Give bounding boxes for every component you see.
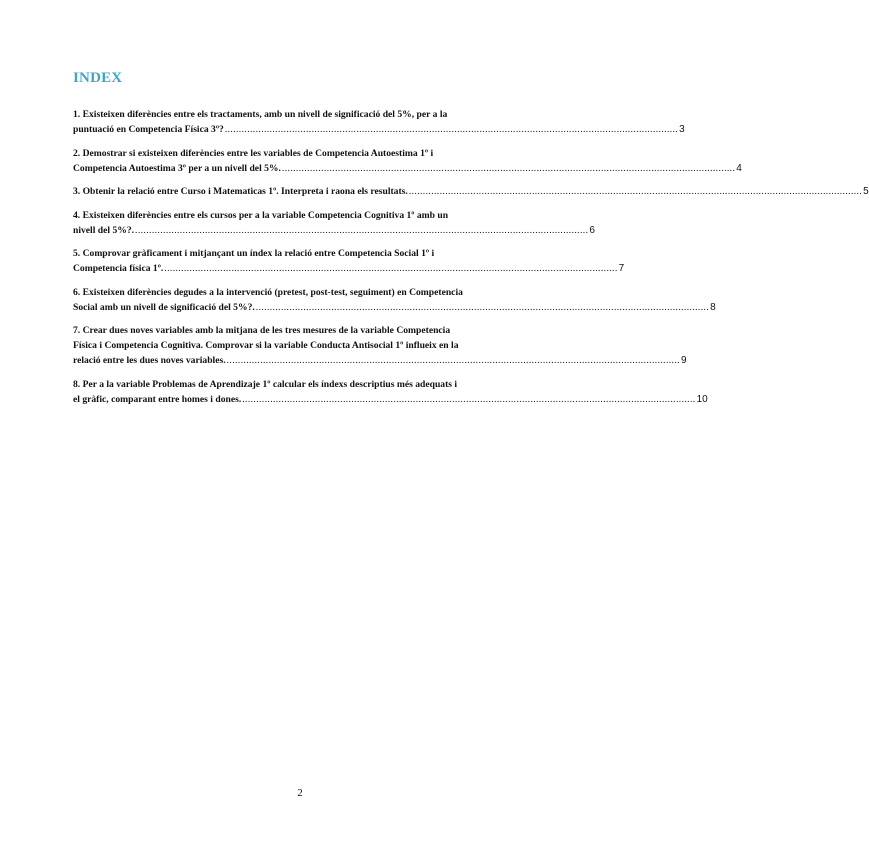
dot-leader: .................................................................................................................................................................. [135, 224, 589, 236]
dot-leader: .................................................................................................................................................................. [226, 355, 680, 366]
page-number: 2 [297, 787, 303, 799]
toc-entry-text: 6. Existeixen diferències degudes a la intervenció (pretest, post-test, seguiment) en Competencia [73, 286, 463, 298]
dot-leader: .................................................................................................................................................................. [255, 301, 710, 313]
toc-entry-text: 3. Obtenir la relació entre Curso i Matematicas 1º. Interpreta i raona els resultats. [73, 186, 408, 197]
toc-page-number: 5 [863, 186, 869, 197]
toc-page-number: 9 [680, 355, 687, 366]
toc-page-number: 3 [679, 124, 685, 135]
toc-entry-text: Competencia Autoestima 3º per a un nivell del 5%. [73, 162, 281, 174]
dot-leader: .................................................................................................................................................................. [242, 393, 696, 405]
toc-entry-4[interactable] [73, 208, 595, 238]
toc-entry-text: el gràfic, comparant entre homes i dones. [73, 393, 242, 405]
toc-page-number: 4 [736, 162, 742, 174]
toc-entry-text: nivell del 5%?. [73, 224, 135, 236]
toc-entry-text: Social amb un nivell de significació del 5%?. [73, 301, 255, 313]
toc-entry-text: 7. Crear dues noves variables amb la mitjana de les tres mesures de la variable Competencia [73, 325, 451, 336]
toc-title: INDEX [73, 70, 123, 86]
toc-entry-3[interactable] [73, 184, 869, 199]
toc-entry-5[interactable] [73, 246, 625, 276]
toc-entry-text: Física i Competencia Cognitiva. Comprovar si la variable Conducta Antisocial 1º influeix en la [73, 340, 459, 351]
toc-entry-1[interactable] [73, 107, 685, 137]
dot-leader: .................................................................................................................................................................. [224, 124, 679, 135]
toc-entry-2[interactable] [73, 146, 742, 176]
toc-entry-7[interactable] [73, 323, 687, 368]
toc-page-number: 6 [589, 224, 595, 236]
toc-page-number: 10 [696, 393, 708, 405]
toc-entry-text: 5. Comprovar gràficament i mitjançant un índex la relació entre Competencia Social 1º i [73, 248, 435, 259]
toc-page-number: 7 [618, 263, 625, 274]
toc-entry-8[interactable] [73, 377, 708, 407]
toc-entry-text: Competencia física 1º. [73, 263, 164, 274]
toc-entry-text: 1. Existeixen diferències entre els tractaments, amb un nivell de significació del 5%, per a la [73, 109, 448, 120]
toc-entry-text: 4. Existeixen diferències entre els cursos per a la variable Competencia Cognitiva 1º amb un [73, 209, 449, 221]
toc-page-number: 8 [710, 301, 716, 313]
table-of-contents [73, 107, 869, 415]
toc-entry-text: 2. Demostrar si existeixen diferències entre les variables de Competencia Autoestima 1º i [73, 147, 434, 159]
dot-leader: .................................................................................................................................................................. [164, 263, 618, 274]
dot-leader: .................................................................................................................................................................. [408, 186, 863, 197]
dot-leader: .................................................................................................................................................................. [281, 162, 736, 174]
toc-entry-text: relació entre les dues noves variables. [73, 355, 226, 366]
toc-entry-6[interactable] [73, 285, 716, 315]
toc-entry-text: 8. Per a la variable Problemas de Aprendizaje 1º calcular els índexs descriptius més adequats i [73, 378, 458, 390]
toc-entry-text: puntuació en Competencia Física 3º? [73, 124, 224, 135]
